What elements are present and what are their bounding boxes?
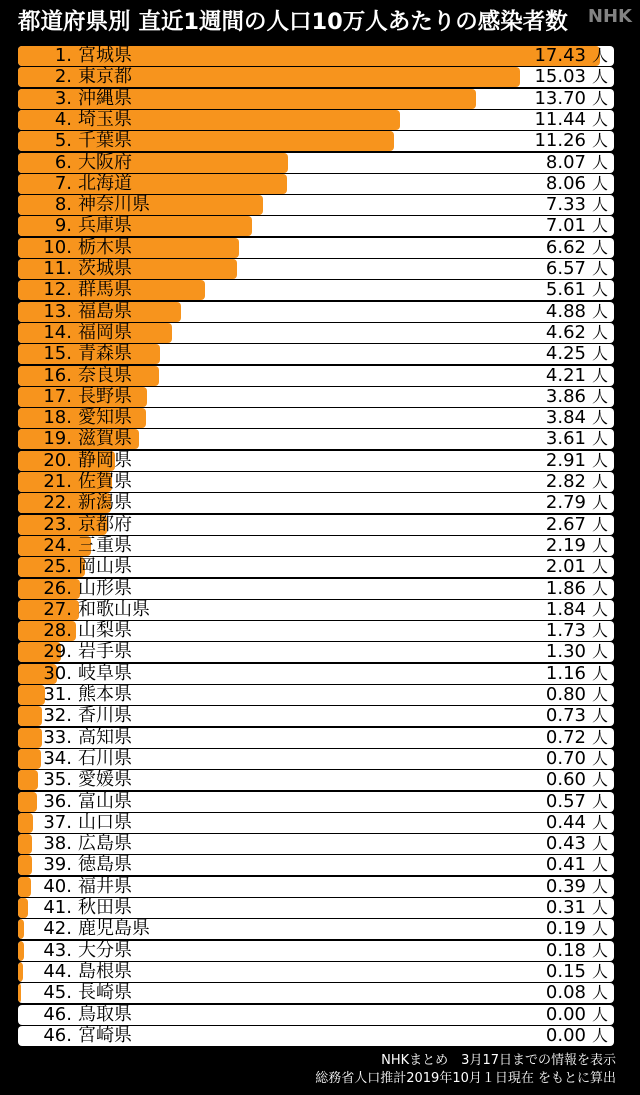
chart-row [18,813,614,833]
chart-title: 都道府県別 直近1週間の人口10万人あたりの感染者数 [18,9,568,35]
prefecture-label: 岡山県 [78,557,132,578]
rank-label: 15. [43,344,72,365]
chart-row [18,621,614,641]
prefecture-label: 熊本県 [78,685,132,705]
value-label: 7.01 [545,216,586,237]
unit-label: 人 [591,642,608,662]
rank-label: 33. [43,727,72,748]
prefecture-label: 島根県 [78,961,132,982]
prefecture-label: 福島県 [78,301,132,322]
chart-row [18,472,614,492]
unit-label: 人 [591,280,608,300]
value-label: 0.73 [545,706,586,727]
rank-label: 35. [43,770,72,791]
value-label: 11.44 [534,109,586,130]
prefecture-label: 長崎県 [78,983,132,1004]
rank-label: 42. [43,919,72,940]
value-label: 4.62 [545,322,586,343]
chart-row [18,855,614,875]
value-label: 0.15 [545,961,586,982]
chart-row [18,387,614,407]
value-label: 0.18 [545,940,586,961]
unit-label: 人 [591,514,608,534]
prefecture-label: 秋田県 [78,898,132,918]
value-label: 3.84 [545,408,586,429]
prefecture-label: 山形県 [78,578,132,599]
chart-row [18,195,614,215]
chart-row [18,429,614,449]
rank-label: 26. [43,578,72,599]
rank-label: 41. [43,898,72,918]
chart-row [18,110,614,130]
rank-label: 11. [43,259,72,279]
chart-row [18,515,614,535]
chart-row [18,877,614,897]
rank-label: 27. [43,599,72,620]
unit-label: 人 [591,983,608,1003]
rank-label: 40. [43,876,72,897]
value-label: 0.43 [545,834,586,855]
chart-row [18,408,614,428]
rank-label: 46. [43,1025,72,1046]
chart-row [18,962,614,982]
chart-row [18,174,614,194]
chart-row [18,302,614,322]
value-label: 0.60 [545,770,586,791]
chart-row [18,1026,614,1046]
unit-label: 人 [591,557,608,577]
prefecture-label: 新潟県 [78,493,132,514]
prefecture-label: 長野県 [78,386,132,407]
chart-row [18,770,614,790]
prefecture-label: 和歌山県 [78,599,150,620]
chart-row [18,749,614,769]
value-label: 0.70 [545,748,586,769]
prefecture-label: 埼玉県 [78,109,132,130]
prefecture-label: 佐賀県 [78,472,132,492]
chart-row [18,451,614,471]
rank-label: 28. [43,621,72,642]
value-label: 1.73 [545,621,586,642]
prefecture-label: 富山県 [78,791,132,812]
unit-label: 人 [591,152,608,172]
value-label: 0.41 [545,855,586,876]
chart-row [18,216,614,236]
prefecture-label: 福井県 [78,876,132,897]
unit-label: 人 [591,791,608,811]
value-label: 5.61 [545,280,586,301]
rank-label: 44. [43,961,72,982]
prefecture-label: 山口県 [78,812,132,833]
prefecture-label: 石川県 [78,748,132,769]
unit-label: 人 [591,919,608,939]
prefecture-label: 愛媛県 [78,770,132,791]
unit-label: 人 [591,535,608,555]
prefecture-label: 広島県 [78,834,132,855]
unit-label: 人 [591,1004,608,1024]
value-label: 4.21 [545,365,586,386]
rank-label: 7. [54,173,72,194]
prefecture-label: 宮崎県 [78,1025,132,1046]
prefecture-label: 福岡県 [78,322,132,343]
chart-row [18,728,614,748]
rank-label: 19. [43,429,72,450]
unit-label: 人 [591,663,608,683]
unit-label: 人 [591,88,608,108]
chart-row [18,238,614,258]
rank-label: 21. [43,472,72,492]
unit-label: 人 [591,898,608,917]
prefecture-label: 鹿児島県 [78,919,150,940]
unit-label: 人 [591,727,608,747]
rank-label: 5. [54,131,72,152]
value-label: 2.19 [545,535,586,556]
chart-row [18,834,614,854]
value-label: 0.00 [545,1025,586,1046]
prefecture-label: 静岡県 [78,450,132,471]
unit-label: 人 [591,237,608,257]
unit-label: 人 [591,365,608,385]
rank-label: 30. [43,663,72,684]
chart-row [18,941,614,961]
unit-label: 人 [591,812,608,832]
value-label: 2.82 [545,472,586,492]
rank-label: 17. [43,386,72,407]
prefecture-label: 東京都 [78,67,132,88]
rank-label: 43. [43,940,72,961]
value-label: 2.79 [545,493,586,514]
chart-row [18,706,614,726]
chart-row [18,153,614,173]
prefecture-label: 青森県 [78,344,132,365]
unit-label: 人 [591,1025,608,1045]
chart-row [18,579,614,599]
rank-label: 34. [43,748,72,769]
unit-label: 人 [591,578,608,598]
unit-label: 人 [591,301,608,321]
value-label: 0.80 [545,685,586,705]
chart-row [18,557,614,577]
unit-label: 人 [591,216,608,236]
prefecture-label: 岩手県 [78,642,132,663]
rank-label: 37. [43,812,72,833]
bar [18,110,400,130]
value-label: 6.57 [545,259,586,279]
rank-label: 32. [43,706,72,727]
chart-row [18,642,614,662]
value-label: 1.84 [545,599,586,620]
prefecture-label: 茨城県 [78,259,132,279]
unit-label: 人 [591,131,608,151]
unit-label: 人 [591,109,608,129]
prefecture-label: 岐阜県 [78,663,132,684]
prefecture-label: 三重県 [78,535,132,556]
unit-label: 人 [591,67,608,87]
unit-label: 人 [591,876,608,896]
rank-label: 24. [43,535,72,556]
prefecture-label: 京都府 [78,514,132,535]
value-label: 0.57 [545,791,586,812]
rank-label: 18. [43,408,72,429]
prefecture-label: 山梨県 [78,621,132,642]
rank-label: 45. [43,983,72,1004]
rank-label: 9. [54,216,72,237]
value-label: 0.08 [545,983,586,1004]
chart-row [18,792,614,812]
chart-row [18,67,614,87]
chart-row [18,259,614,279]
rank-label: 6. [54,152,72,173]
value-label: 13.70 [534,88,586,109]
unit-label: 人 [591,408,608,428]
unit-label: 人 [591,770,608,790]
prefecture-label: 宮城県 [78,46,132,66]
value-label: 1.16 [545,663,586,684]
rank-label: 4. [54,109,72,130]
rank-label: 29. [43,642,72,663]
unit-label: 人 [591,621,608,641]
prefecture-label: 香川県 [78,706,132,727]
nhk-logo: NHK [587,6,632,27]
prefecture-label: 滋賀県 [78,429,132,450]
value-label: 4.88 [545,301,586,322]
rank-label: 1. [54,46,72,66]
prefecture-label: 大分県 [78,940,132,961]
value-label: 4.25 [545,344,586,365]
value-label: 11.26 [534,131,586,152]
value-label: 8.06 [545,173,586,194]
rank-label: 20. [43,450,72,471]
value-label: 2.67 [545,514,586,535]
unit-label: 人 [591,599,608,619]
rank-label: 36. [43,791,72,812]
value-label: 1.30 [545,642,586,663]
value-label: 0.39 [545,876,586,897]
value-label: 3.86 [545,386,586,407]
value-label: 0.72 [545,727,586,748]
rank-label: 31. [43,685,72,705]
unit-label: 人 [591,450,608,470]
value-label: 0.19 [545,919,586,940]
chart-row [18,600,614,620]
value-label: 8.07 [545,152,586,173]
prefecture-label: 高知県 [78,727,132,748]
unit-label: 人 [591,46,608,65]
unit-label: 人 [591,706,608,726]
value-label: 2.01 [545,557,586,578]
footer-source: NHKまとめ 3月17日までの情報を表示 [381,1053,616,1068]
unit-label: 人 [591,322,608,342]
rank-label: 23. [43,514,72,535]
chart-row [18,344,614,364]
bar [18,131,394,151]
prefecture-label: 群馬県 [78,280,132,301]
unit-label: 人 [591,940,608,960]
prefecture-label: 神奈川県 [78,195,150,216]
value-label: 1.86 [545,578,586,599]
rank-label: 2. [54,67,72,88]
chart-row [18,536,614,556]
unit-label: 人 [591,386,608,406]
unit-label: 人 [591,685,608,704]
chart-row [18,919,614,939]
unit-label: 人 [591,493,608,513]
rank-label: 12. [43,280,72,301]
unit-label: 人 [591,748,608,768]
prefecture-label: 愛知県 [78,408,132,429]
unit-label: 人 [591,344,608,364]
rank-label: 10. [43,237,72,258]
value-label: 0.44 [545,812,586,833]
rank-label: 39. [43,855,72,876]
rank-label: 3. [54,88,72,109]
chart-row [18,323,614,343]
value-label: 17.43 [534,46,586,66]
prefecture-label: 奈良県 [78,365,132,386]
rank-label: 13. [43,301,72,322]
value-label: 0.00 [545,1004,586,1025]
rank-label: 16. [43,365,72,386]
unit-label: 人 [591,472,608,491]
value-label: 3.61 [545,429,586,450]
chart-row [18,685,614,705]
chart-row [18,131,614,151]
chart-row [18,493,614,513]
value-label: 2.91 [545,450,586,471]
rank-label: 8. [54,195,72,216]
value-label: 15.03 [534,67,586,88]
chart-row [18,280,614,300]
unit-label: 人 [591,855,608,875]
unit-label: 人 [591,961,608,981]
chart-row [18,1005,614,1025]
prefecture-label: 大阪府 [78,152,132,173]
prefecture-label: 徳島県 [78,855,132,876]
prefecture-label: 兵庫県 [78,216,132,237]
prefecture-label: 千葉県 [78,131,132,152]
chart-row [18,983,614,1003]
rank-label: 38. [43,834,72,855]
chart-row [18,664,614,684]
footer-note: 総務省人口推計2019年10月１日現在 をもとに算出 [315,1071,616,1086]
chart-row [18,898,614,918]
unit-label: 人 [591,259,608,278]
chart-row [18,366,614,386]
value-label: 6.62 [545,237,586,258]
chart-row [18,46,614,66]
unit-label: 人 [591,195,608,215]
prefecture-label: 鳥取県 [78,1004,132,1025]
unit-label: 人 [591,429,608,449]
unit-label: 人 [591,173,608,193]
rank-label: 14. [43,322,72,343]
prefecture-label: 沖縄県 [78,88,132,109]
rank-label: 22. [43,493,72,514]
rank-label: 46. [43,1004,72,1025]
unit-label: 人 [591,834,608,854]
value-label: 0.31 [545,898,586,918]
rank-label: 25. [43,557,72,578]
prefecture-label: 栃木県 [78,237,132,258]
prefecture-label: 北海道 [78,173,132,194]
value-label: 7.33 [545,195,586,216]
chart-row [18,89,614,109]
